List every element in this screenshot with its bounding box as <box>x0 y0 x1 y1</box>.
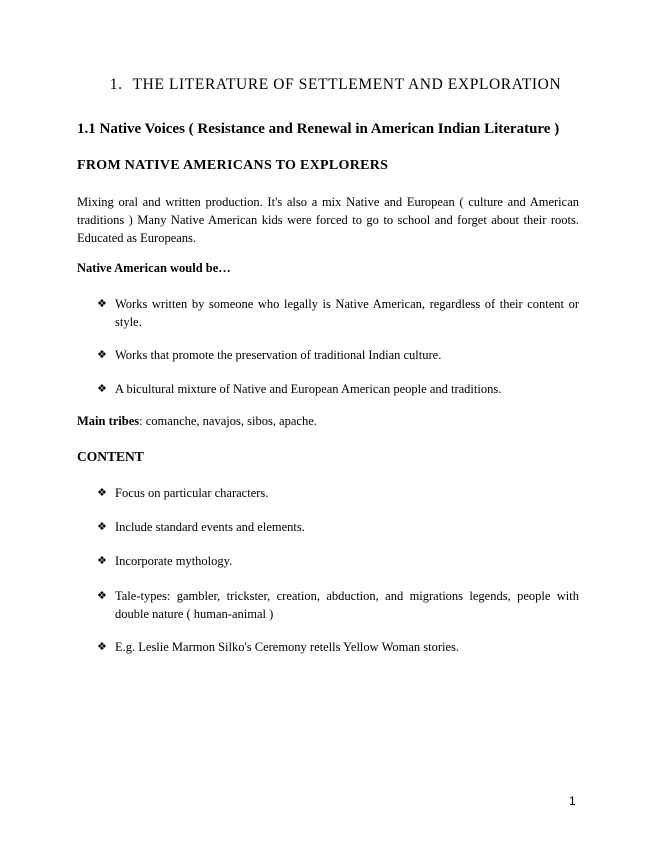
section-heading: 1.1 Native Voices ( Resistance and Renewal in American Indian Literature ) <box>77 121 560 137</box>
native-american-label: Native American would be… <box>77 261 231 275</box>
bullet-icon: ❖ <box>97 520 107 533</box>
main-tribes-text: : comanche, navajos, sibos, apache. <box>139 414 317 428</box>
list-item-text: Incorporate mythology. <box>115 554 233 568</box>
list-item-text: Focus on particular characters. <box>115 486 269 500</box>
list-item <box>97 552 579 570</box>
content-heading: CONTENT <box>77 449 144 464</box>
page-number: 1 <box>569 794 576 808</box>
bullet-icon: ❖ <box>97 382 107 395</box>
bullet-icon: ❖ <box>97 554 107 567</box>
intro-paragraph: Mixing oral and written production. It's also a mix Native and European ( culture and American traditions ) Many Native American kids were forced to go to school and forget about their roots. Educated as Europeans. <box>77 195 579 245</box>
list-item <box>97 587 579 623</box>
list-item <box>97 484 579 502</box>
list-item <box>97 518 579 536</box>
bullet-icon: ❖ <box>97 486 107 499</box>
list-item <box>97 638 579 656</box>
list-item-text: E.g. Leslie Marmon Silko's Ceremony retells Yellow Woman stories. <box>115 640 460 654</box>
chapter-number: 1. <box>109 76 123 93</box>
list-item-text: Works that promote the preservation of traditional Indian culture. <box>115 348 442 362</box>
list-item-text: A bicultural mixture of Native and European American people and traditions. <box>115 382 502 396</box>
chapter-title-text: THE LITERATURE OF SETTLEMENT AND EXPLORATION <box>132 76 562 93</box>
bullet-icon: ❖ <box>97 640 107 653</box>
bullet-icon: ❖ <box>97 589 107 602</box>
main-tribes-line <box>77 414 317 429</box>
bullet-icon: ❖ <box>97 297 107 310</box>
list-item <box>97 380 579 398</box>
list-item <box>97 346 579 364</box>
list-item-text: Tale-types: gambler, trickster, creation, abduction, and migrations legends, people with double nature ( human-animal ) <box>115 589 579 621</box>
subheading: FROM NATIVE AMERICANS TO EXPLORERS <box>77 158 389 173</box>
list-item <box>97 295 579 331</box>
main-tribes-label: Main tribes <box>77 414 140 428</box>
chapter-title <box>0 76 655 94</box>
list-item-text: Works written by someone who legally is Native American, regardless of their content or style. <box>115 297 579 329</box>
list-item-text: Include standard events and elements. <box>115 520 305 534</box>
bullet-icon: ❖ <box>97 348 107 361</box>
